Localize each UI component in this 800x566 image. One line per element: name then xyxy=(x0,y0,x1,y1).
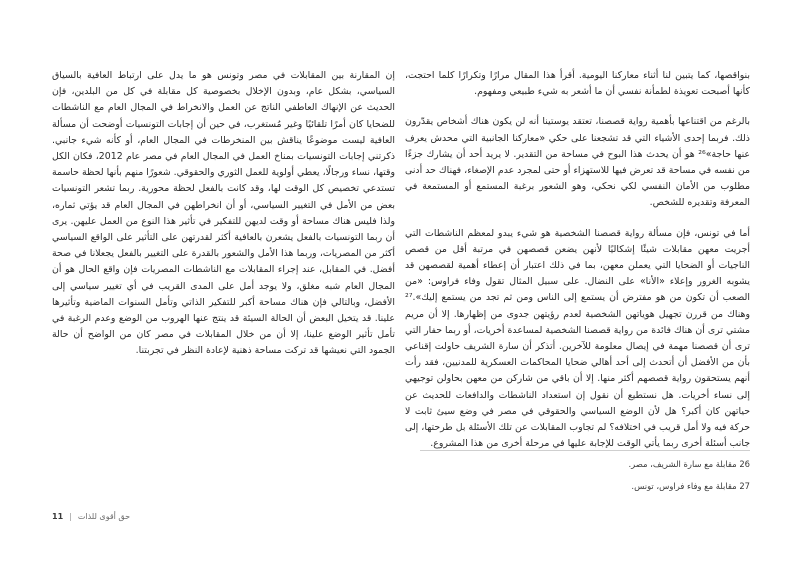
footnote: 26 مقابلة مع سارة الشريف، مصر. xyxy=(628,459,750,469)
page-number: 11 xyxy=(52,512,64,521)
footer-separator: | xyxy=(69,512,72,521)
page-footer xyxy=(52,512,130,521)
running-title: حق أقوى للذات xyxy=(77,512,131,521)
body-paragraph: إن المقارنة بين المقابلات في مصر وتونس هو ما يدل على ارتباط العافية بالسياق السياسي، بشكل عام، وبدون الإخلال بخصوصية كل مقابلة في كل من البلدين، فإن الحديث عن الإنهاك العاطفي الناتج عن العمل والانخراط في المجال العام مع الناشطات للضحايا كان أمرًا تلقائيًا وغير مُستغرب، في حين أن إجابات التونسيات أوضحت أن مسألة العافية ليست موضوعًا يناقش بين المنخرطات في المجال العام، أو كأنه شيء جانبي. ذكرتني إجابات التونسيات بمناخ العمل في المجال العام في مصر عام 2012، فكان الكل وقتها، نساء ورجالًا، يعطي أولوية للعمل الثوري والحقوقي. شعورًا منهم بأنها لحظة حاسمة تستدعي تخصيص كل الوقت لها، وقد كانت بالفعل لحظة محورية. ربما تشعر التونسيات بعض من الأمل في التغيير السياسي، أو أن انخراطهن في المجال العام قد يؤتي ثماره، ولذا فليس هناك مساحة أو وقت لديهن للتفكير في تأثير هذا النوع من العمل عليهن. يرى أن ربما التونسيات بالفعل يشعرن بالعافية أكثر لقدرتهن على التأثير على الواقع السياسي أكثر من المصريات، وربما هذا الأمل والشعور بالقدرة على التغيير بالفعل يجعلانا في صحة أفضل. في المقابل، عند إجراء المقابلات مع الناشطات المصريات فإن واقع الحال هو أن المجال العام شبه مغلق، ولا يوجد أمل على المدى القريب في أي تغيير سياسي إلى الأفضل، وبالتالي فإن هناك مساحة أكبر للتفكير الذاتي وتأمل السنوات الماضية وتأثيرها علينا. قد يتخيل البعض أن الحالة السيئة قد ينتج عنها الهروب من الوضع وعدم الرغبة في تأمل تأثير الوضع علينا، إلا أن من خلال المقابلات في مصر كان من الواضح أن حالة الجمود التي نعيشها قد تركت مساحة ذهنية لإعادة النظر في تجربتنا. xyxy=(52,70,395,357)
right-text-column xyxy=(405,68,750,466)
footnote: 27 مقابلة مع وفاء فراوس، تونس. xyxy=(631,481,750,491)
body-paragraph: بالرغم من اقتناعها بأهمية رواية قصصنا، تعتقد يوستينا أنه لن يكون هناك أشخاص يقدّرون ذلك. فربما إحدى الأشياء التي قد تشجعنا على حكي «معاركنا الجانبية التي محدش يعرف عنها حاجة»²⁶ هو أن يحدث هذا البوح في مساحة من التقدير. لا يريد أحد أن يشارك جزءًا من نفسه في مساحة قد تعرض فيها للاستهزاء أو حتى لمجرد عدم الإصغاء، فهناك حد أدنى مطلوب من الأمان النفسي لكي نحكي، وهو الشعور برغبة المستمع أو المستمعة في المعرفة وتقديره للشخص. xyxy=(405,116,750,209)
body-paragraph: بنواقصها، كما يتبين لنا أثناء معاركنا اليومية. أقرأ هذا المقال مرارًا وتكرارًا كلما احتجت، كأنها أصبحت تعويذة لطمأنة نفسي أن ما أشعر به شيء طبيعي ومفهوم. xyxy=(405,70,750,98)
footnotes xyxy=(420,450,750,501)
body-paragraph: أما في تونس، فإن مسألة رواية قصصنا الشخصية هو شيء يبدو لمعظم الناشطات التي أجريت معهن مقابلات شيئًا إشكاليًا لأنهن يضعن قصصهن في مرتبة أقل من قصص الناجيات أو الضحايا التي يعملن معهن، بما في ذلك اعتبار أن إعطاء أهمية لقصصهن قد يشوبه الغرور وإعلاء «الأنا» على النضال. على سبيل المثال تقول وفاء فراوس: «من الصعب أن تكون من هو مفترض أن يستمع إلى الناس ومن ثم تجد من يستمع إليك».²⁷ وهناك من قررن تجهيل هوياتهن الشخصية لعدم رؤيتهن جدوى من إظهارها. إلا أن مريم مشتي ترى أن هناك فائدة من رواية قصصنا الشخصية لمساعدة أخريات، أو ربما حفار التي ترى أن قصصنا مهمة في إيصال معلومة للآخرين. أتذكر أن سارة الشريف حاولت إقناعي بأن من الأفضل أن أتحدث إلى أحد أهالي ضحايا المحاكمات العسكرية للمدنيين، فقد رأت أنهم يستحقون رواية قصصهم أكثر منها. إلا أن باقي من شاركن من معهن بحاولن توجيهي إلى نساء أخريات. هل نستطيع أن نقول إن استعداد الناشطات والدافعات للحديث عن حياتهن كان أكبر؟ هل لأن الوضع السياسي والحقوقي في مصر في وضع سيئ ثابت لا حركة فيه ولا أمل قريب في اختلافه؟ لم تجاوب المقابلات عن تلك الأسئلة بل طرحتها، إلى جانب أسئلة أخرى ربما يأتي الوقت للإجابة عليها في مرحلة أخرى من هذا المشروع. xyxy=(405,227,750,450)
left-text-column xyxy=(52,68,395,374)
